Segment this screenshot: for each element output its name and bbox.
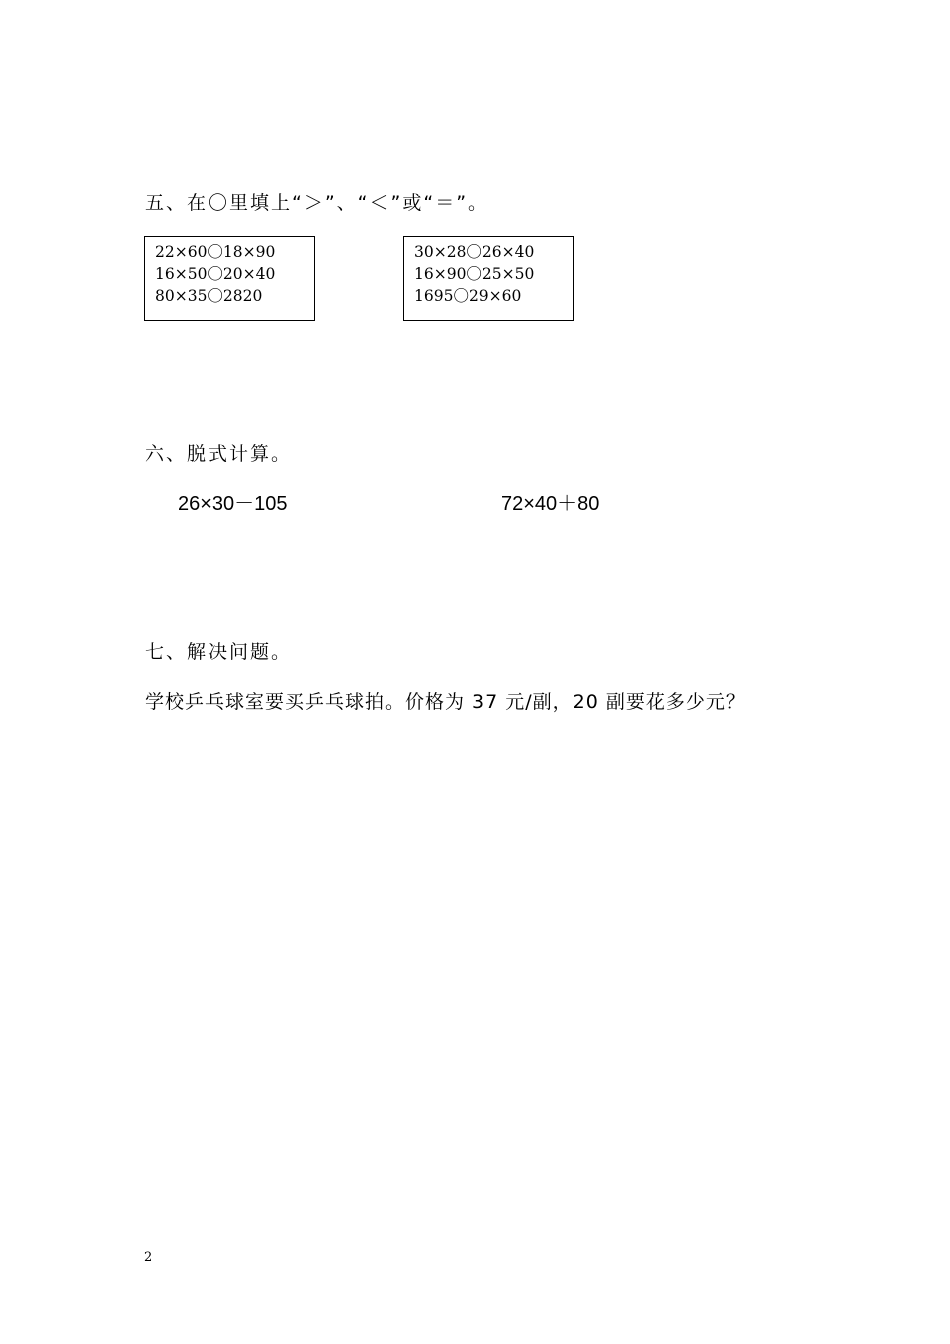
section-5-heading: 五、在〇里填上“＞”、“＜”或“＝”。 — [145, 192, 490, 214]
section-6-heading: 六、脱式计算。 — [145, 443, 293, 465]
word-problem: 学校乒乓球室要买乒乓球拍。价格为 37 元/副，20 副要花多少元？ — [145, 691, 746, 713]
comparison-item: 1695〇29×60 — [414, 287, 522, 305]
page-number: 2 — [144, 1250, 153, 1265]
comparison-item: 22×60〇18×90 — [155, 243, 276, 261]
comparison-item: 16×50〇20×40 — [155, 265, 276, 283]
comparison-item: 80×35〇2820 — [155, 287, 263, 305]
section-7-heading: 七、解决问题。 — [145, 641, 293, 663]
calculation-expression: 26×30－105 — [178, 493, 288, 515]
comparison-box-right — [403, 236, 574, 321]
calculation-expression: 72×40＋80 — [501, 493, 600, 515]
comparison-box-left — [144, 236, 315, 321]
comparison-item: 16×90〇25×50 — [414, 265, 535, 283]
comparison-item: 30×28〇26×40 — [414, 243, 535, 261]
